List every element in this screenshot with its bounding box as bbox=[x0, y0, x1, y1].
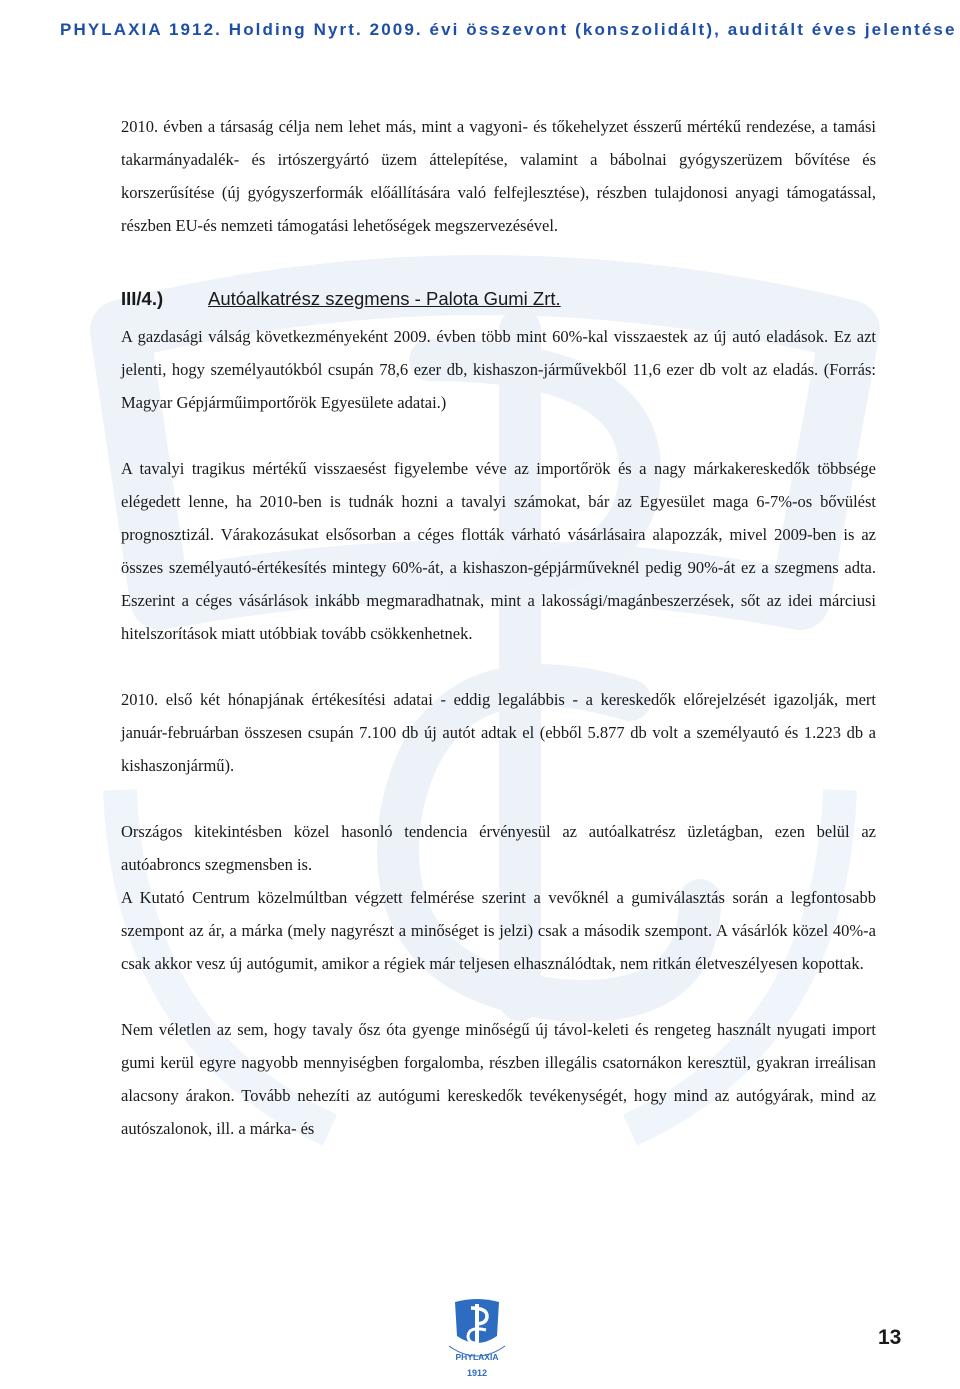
paragraph-early-2010-sales: 2010. első két hónapjának értékesítési adatai - eddig legalábbis - a kereskedők előrejelzését igazolják, mert január-februárban összesen csupán 7.100 db új autót adtak el (ebből 5.877 db volt a személyautó és 1.223 db a kishaszonjármű). bbox=[121, 690, 876, 775]
logo-text: PHYLAXIA bbox=[455, 1352, 499, 1362]
document-header-title: PHYLAXIA 1912. Holding Nyrt. 2009. évi összevont (konszolidált), auditált éves jelentése bbox=[60, 20, 957, 39]
paragraph-survey-results: A Kutató Centrum közelmúltban végzett felmérése szerint a vevőknél a gumiválasztás során a legfontosabb szempont az ár, a márka (mely nagyrészt a minőséget is jelzi) csak a második szempont. A vásárlók közel 40%-a csak akkor vesz új autógumit, amikor a régiek már teljesen elhasználódtak, nem ritkán életveszélyesen kopottak. bbox=[121, 888, 876, 973]
paragraph-import-tires: Nem véletlen az sem, hogy tavaly ősz óta gyenge minőségű új távol-keleti és rengeteg használt nyugati import gumi kerül egyre nagyobb mennyiségben forgalomba, részben illegális csatornákon keresztül, gyakran irreálisan alacsony árakon. Tovább nehezíti az autógumi kereskedők tevékenységét, hogy mind az autógyárak, mind az autószalonok, ill. a márka- és bbox=[121, 1020, 876, 1138]
logo-year: 1912 bbox=[466, 1368, 488, 1378]
section-number: III/4.) bbox=[121, 288, 164, 309]
section-heading bbox=[121, 284, 876, 314]
paragraph-company-goals: 2010. évben a társaság célja nem lehet más, mint a vagyoni- és tőkehelyzet ésszerű mértékű rendezése, a tamási takarmányadalék- és irtószergyártó üzem áttelepítése, valamint a bábolnai gyógyszerüzem bővítése és korszerűsítése (új gyógyszerformák előállítására való felfejlesztése), részben tulajdonosi anyagi támogatással, részben EU-és nemzeti támogatási lehetőségek megszervezésével. bbox=[121, 117, 876, 235]
paragraph-importers-expectations: A tavalyi tragikus mértékű visszaesést figyelembe véve az importőrök és a nagy márkakereskedők többsége elégedett lenne, ha 2010-ben is tudnák hozni a tavalyi számokat, bár az Egyesület maga 6-7%-os bővülést prognosztizál. Várakozásukat elsősorban a céges flották várható vásárlásaira alapozzák, mivel 2009-ben is az összes személyautó-értékesítés mintegy 60%-át, a kishaszon-gépjárműveknél pedig 90%-át ez a szegmens adta. Eszerint a céges vásárlások inkább megmaradhatnak, mint a lakossági/magánbeszerzések, sőt az idei márciusi hitelszorítások miatt utóbbiak tovább csökkenhetnek. bbox=[121, 459, 876, 643]
paragraph-car-sales-decline: A gazdasági válság következményeként 2009. évben több mint 60%-kal visszaestek az új autó eladások. Ez azt jelenti, hogy személyautókból csupán 78,6 ezer db, kishaszon-járművekből 11,6 ezer db volt az eladás. (Forrás: Magyar Gépjárműimportőrök Egyesülete adatai.) bbox=[121, 327, 876, 412]
paragraph-national-outlook: Országos kitekintésben közel hasonló tendencia érvényesül az autóalkatrész üzletágban, ezen belül az autóabroncs szegmensben is. bbox=[121, 822, 876, 874]
phylaxia-footer-logo bbox=[447, 1296, 507, 1380]
page-body bbox=[121, 110, 876, 1145]
page-number: 13 bbox=[878, 1326, 902, 1349]
section-title: Autóalkatrész szegmens - Palota Gumi Zrt. bbox=[208, 288, 561, 309]
